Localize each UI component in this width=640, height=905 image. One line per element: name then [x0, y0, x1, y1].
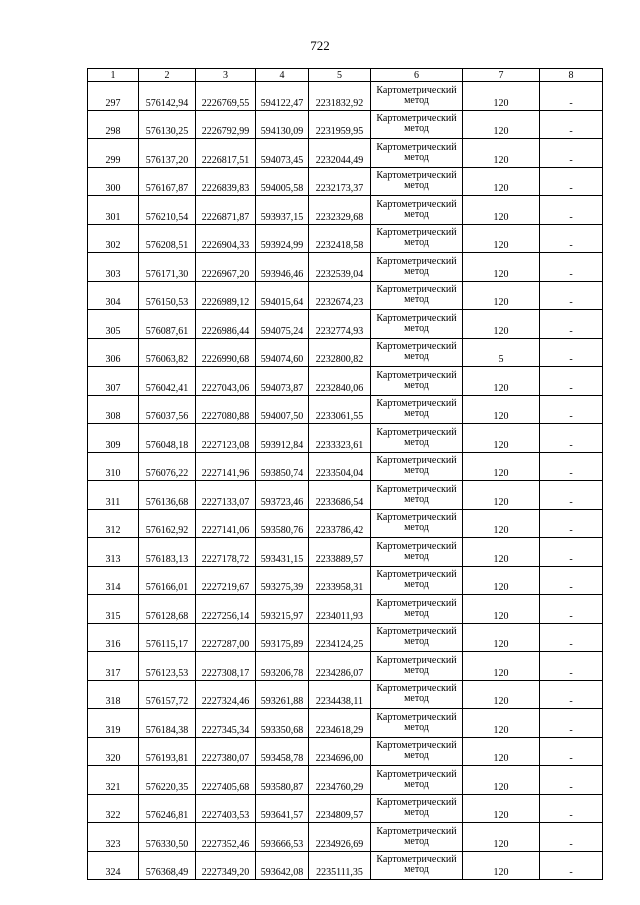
y2-coord-cell: 2233786,42	[309, 509, 371, 538]
x2-coord-cell: 593206,78	[256, 652, 309, 681]
x2-coord-cell: 593641,57	[256, 794, 309, 823]
x2-coord-cell: 594073,45	[256, 139, 309, 168]
column-header: 6	[371, 69, 463, 82]
method-cell: Картометрический метод	[371, 680, 463, 709]
y-coord-cell: 2226989,12	[196, 281, 256, 310]
y-coord-cell: 2226769,55	[196, 82, 256, 111]
accuracy-cell: 120	[463, 224, 540, 253]
point-number-cell: 324	[88, 851, 139, 880]
method-cell: Картометрический метод	[371, 395, 463, 424]
x-coord-cell: 576087,61	[139, 310, 196, 339]
method-cell: Картометрический метод	[371, 794, 463, 823]
table-row	[88, 680, 603, 709]
y-coord-cell: 2227123,08	[196, 424, 256, 453]
point-number-cell: 310	[88, 452, 139, 481]
accuracy-cell: 120	[463, 452, 540, 481]
point-number-cell: 323	[88, 823, 139, 852]
accuracy-cell: 120	[463, 737, 540, 766]
note-cell: -	[540, 509, 603, 538]
method-cell: Картометрический метод	[371, 338, 463, 367]
accuracy-cell: 120	[463, 139, 540, 168]
table-row	[88, 452, 603, 481]
note-cell: -	[540, 851, 603, 880]
note-cell: -	[540, 652, 603, 681]
method-cell: Картометрический метод	[371, 481, 463, 510]
accuracy-cell: 120	[463, 538, 540, 567]
method-cell: Картометрический метод	[371, 139, 463, 168]
y-coord-cell: 2227043,06	[196, 367, 256, 396]
x-coord-cell: 576210,54	[139, 196, 196, 225]
y2-coord-cell: 2233889,57	[309, 538, 371, 567]
y-coord-cell: 2227219,67	[196, 566, 256, 595]
note-cell: -	[540, 367, 603, 396]
x2-coord-cell: 594007,50	[256, 395, 309, 424]
point-number-cell: 317	[88, 652, 139, 681]
x2-coord-cell: 594075,24	[256, 310, 309, 339]
y-coord-cell: 2227080,88	[196, 395, 256, 424]
method-cell: Картометрический метод	[371, 110, 463, 139]
table-row	[88, 509, 603, 538]
method-cell: Картометрический метод	[371, 766, 463, 795]
y-coord-cell: 2227349,20	[196, 851, 256, 880]
accuracy-cell: 120	[463, 823, 540, 852]
point-number-cell: 305	[88, 310, 139, 339]
point-number-cell: 311	[88, 481, 139, 510]
table-row	[88, 139, 603, 168]
table-row	[88, 196, 603, 225]
method-cell: Картометрический метод	[371, 652, 463, 681]
point-number-cell: 306	[88, 338, 139, 367]
y-coord-cell: 2227133,07	[196, 481, 256, 510]
y-coord-cell: 2226967,20	[196, 253, 256, 282]
y-coord-cell: 2226986,44	[196, 310, 256, 339]
y2-coord-cell: 2234760,29	[309, 766, 371, 795]
point-number-cell: 303	[88, 253, 139, 282]
x-coord-cell: 576171,30	[139, 253, 196, 282]
table-row	[88, 709, 603, 738]
point-number-cell: 322	[88, 794, 139, 823]
note-cell: -	[540, 794, 603, 823]
x-coord-cell: 576142,94	[139, 82, 196, 111]
y-coord-cell: 2226839,83	[196, 167, 256, 196]
x2-coord-cell: 593275,39	[256, 566, 309, 595]
y-coord-cell: 2227352,46	[196, 823, 256, 852]
point-number-cell: 308	[88, 395, 139, 424]
method-cell: Картометрический метод	[371, 196, 463, 225]
x2-coord-cell: 594074,60	[256, 338, 309, 367]
point-number-cell: 316	[88, 623, 139, 652]
method-cell: Картометрический метод	[371, 823, 463, 852]
y-coord-cell: 2226871,87	[196, 196, 256, 225]
method-cell: Картометрический метод	[371, 224, 463, 253]
accuracy-cell: 120	[463, 424, 540, 453]
method-cell: Картометрический метод	[371, 452, 463, 481]
y2-coord-cell: 2233504,04	[309, 452, 371, 481]
y2-coord-cell: 2234696,00	[309, 737, 371, 766]
x-coord-cell: 576137,20	[139, 139, 196, 168]
x2-coord-cell: 594005,58	[256, 167, 309, 196]
y2-coord-cell: 2234618,29	[309, 709, 371, 738]
x2-coord-cell: 593215,97	[256, 595, 309, 624]
table-row	[88, 167, 603, 196]
x-coord-cell: 576130,25	[139, 110, 196, 139]
y2-coord-cell: 2234124,25	[309, 623, 371, 652]
method-cell: Картометрический метод	[371, 595, 463, 624]
table-row	[88, 566, 603, 595]
y2-coord-cell: 2232329,68	[309, 196, 371, 225]
y2-coord-cell: 2232539,04	[309, 253, 371, 282]
y2-coord-cell: 2234011,93	[309, 595, 371, 624]
x-coord-cell: 576246,81	[139, 794, 196, 823]
y-coord-cell: 2227256,14	[196, 595, 256, 624]
x-coord-cell: 576063,82	[139, 338, 196, 367]
point-number-cell: 313	[88, 538, 139, 567]
y2-coord-cell: 2231832,92	[309, 82, 371, 111]
method-cell: Картометрический метод	[371, 367, 463, 396]
method-cell: Картометрический метод	[371, 424, 463, 453]
x2-coord-cell: 594122,47	[256, 82, 309, 111]
method-cell: Картометрический метод	[371, 310, 463, 339]
x2-coord-cell: 593924,99	[256, 224, 309, 253]
y2-coord-cell: 2233061,55	[309, 395, 371, 424]
table-row	[88, 253, 603, 282]
point-number-cell: 307	[88, 367, 139, 396]
y-coord-cell: 2227141,06	[196, 509, 256, 538]
x-coord-cell: 576037,56	[139, 395, 196, 424]
table-row	[88, 623, 603, 652]
accuracy-cell: 120	[463, 281, 540, 310]
table-body	[88, 82, 603, 880]
x-coord-cell: 576048,18	[139, 424, 196, 453]
x-coord-cell: 576150,53	[139, 281, 196, 310]
method-cell: Картометрический метод	[371, 538, 463, 567]
point-number-cell: 297	[88, 82, 139, 111]
accuracy-cell: 120	[463, 794, 540, 823]
x-coord-cell: 576220,35	[139, 766, 196, 795]
y2-coord-cell: 2233323,61	[309, 424, 371, 453]
y-coord-cell: 2227405,68	[196, 766, 256, 795]
method-cell: Картометрический метод	[371, 709, 463, 738]
page-number: 722	[310, 38, 330, 53]
accuracy-cell: 120	[463, 652, 540, 681]
x2-coord-cell: 593912,84	[256, 424, 309, 453]
method-cell: Картометрический метод	[371, 281, 463, 310]
x2-coord-cell: 593175,89	[256, 623, 309, 652]
x2-coord-cell: 593431,15	[256, 538, 309, 567]
note-cell: -	[540, 481, 603, 510]
coordinates-table	[87, 68, 603, 880]
accuracy-cell: 120	[463, 167, 540, 196]
method-cell: Картометрический метод	[371, 167, 463, 196]
note-cell: -	[540, 167, 603, 196]
point-number-cell: 299	[88, 139, 139, 168]
table-row	[88, 794, 603, 823]
y-coord-cell: 2227287,00	[196, 623, 256, 652]
column-header: 8	[540, 69, 603, 82]
column-header: 1	[88, 69, 139, 82]
y2-coord-cell: 2231959,95	[309, 110, 371, 139]
accuracy-cell: 120	[463, 766, 540, 795]
x-coord-cell: 576128,68	[139, 595, 196, 624]
point-number-cell: 301	[88, 196, 139, 225]
note-cell: -	[540, 338, 603, 367]
x2-coord-cell: 593580,87	[256, 766, 309, 795]
note-cell: -	[540, 395, 603, 424]
x2-coord-cell: 593723,46	[256, 481, 309, 510]
note-cell: -	[540, 538, 603, 567]
note-cell: -	[540, 566, 603, 595]
point-number-cell: 319	[88, 709, 139, 738]
method-cell: Картометрический метод	[371, 82, 463, 111]
y2-coord-cell: 2234809,57	[309, 794, 371, 823]
note-cell: -	[540, 709, 603, 738]
x-coord-cell: 576166,01	[139, 566, 196, 595]
y-coord-cell: 2226990,68	[196, 338, 256, 367]
y-coord-cell: 2227324,46	[196, 680, 256, 709]
x-coord-cell: 576042,41	[139, 367, 196, 396]
y2-coord-cell: 2232173,37	[309, 167, 371, 196]
accuracy-cell: 120	[463, 709, 540, 738]
y-coord-cell: 2226904,33	[196, 224, 256, 253]
accuracy-cell: 120	[463, 680, 540, 709]
y2-coord-cell: 2232800,82	[309, 338, 371, 367]
x2-coord-cell: 594073,87	[256, 367, 309, 396]
note-cell: -	[540, 310, 603, 339]
y2-coord-cell: 2232840,06	[309, 367, 371, 396]
accuracy-cell: 120	[463, 595, 540, 624]
note-cell: -	[540, 452, 603, 481]
x2-coord-cell: 593261,88	[256, 680, 309, 709]
method-cell: Картометрический метод	[371, 509, 463, 538]
x-coord-cell: 576330,50	[139, 823, 196, 852]
x2-coord-cell: 593666,53	[256, 823, 309, 852]
x-coord-cell: 576162,92	[139, 509, 196, 538]
point-number-cell: 315	[88, 595, 139, 624]
table-row	[88, 652, 603, 681]
x-coord-cell: 576183,13	[139, 538, 196, 567]
accuracy-cell: 120	[463, 481, 540, 510]
y2-coord-cell: 2233686,54	[309, 481, 371, 510]
note-cell: -	[540, 110, 603, 139]
accuracy-cell: 120	[463, 253, 540, 282]
y-coord-cell: 2227345,34	[196, 709, 256, 738]
x2-coord-cell: 593642,08	[256, 851, 309, 880]
y2-coord-cell: 2232674,23	[309, 281, 371, 310]
point-number-cell: 298	[88, 110, 139, 139]
accuracy-cell: 120	[463, 623, 540, 652]
y-coord-cell: 2226817,51	[196, 139, 256, 168]
method-cell: Картометрический метод	[371, 623, 463, 652]
x-coord-cell: 576136,68	[139, 481, 196, 510]
note-cell: -	[540, 196, 603, 225]
point-number-cell: 318	[88, 680, 139, 709]
y-coord-cell: 2226792,99	[196, 110, 256, 139]
y-coord-cell: 2227308,17	[196, 652, 256, 681]
table-row	[88, 424, 603, 453]
y-coord-cell: 2227403,53	[196, 794, 256, 823]
x-coord-cell: 576208,51	[139, 224, 196, 253]
x2-coord-cell: 594130,09	[256, 110, 309, 139]
y2-coord-cell: 2234438,11	[309, 680, 371, 709]
point-number-cell: 309	[88, 424, 139, 453]
x2-coord-cell: 593580,76	[256, 509, 309, 538]
point-number-cell: 302	[88, 224, 139, 253]
table-row	[88, 538, 603, 567]
x-coord-cell: 576193,81	[139, 737, 196, 766]
accuracy-cell: 120	[463, 509, 540, 538]
y-coord-cell: 2227178,72	[196, 538, 256, 567]
method-cell: Картометрический метод	[371, 566, 463, 595]
y2-coord-cell: 2235111,35	[309, 851, 371, 880]
note-cell: -	[540, 823, 603, 852]
x-coord-cell: 576184,38	[139, 709, 196, 738]
table-row	[88, 737, 603, 766]
table-row	[88, 310, 603, 339]
note-cell: -	[540, 737, 603, 766]
method-cell: Картометрический метод	[371, 851, 463, 880]
table-row	[88, 367, 603, 396]
y-coord-cell: 2227141,96	[196, 452, 256, 481]
column-header: 4	[256, 69, 309, 82]
accuracy-cell: 120	[463, 110, 540, 139]
y2-coord-cell: 2232418,58	[309, 224, 371, 253]
table-row	[88, 110, 603, 139]
x-coord-cell: 576076,22	[139, 452, 196, 481]
table-row	[88, 338, 603, 367]
point-number-cell: 304	[88, 281, 139, 310]
column-header: 7	[463, 69, 540, 82]
point-number-cell: 320	[88, 737, 139, 766]
accuracy-cell: 120	[463, 367, 540, 396]
x-coord-cell: 576123,53	[139, 652, 196, 681]
x-coord-cell: 576157,72	[139, 680, 196, 709]
note-cell: -	[540, 595, 603, 624]
note-cell: -	[540, 82, 603, 111]
y2-coord-cell: 2232044,49	[309, 139, 371, 168]
column-header: 3	[196, 69, 256, 82]
x-coord-cell: 576115,17	[139, 623, 196, 652]
note-cell: -	[540, 424, 603, 453]
table-header-row	[88, 69, 603, 82]
table-row	[88, 851, 603, 880]
point-number-cell: 312	[88, 509, 139, 538]
column-header: 2	[139, 69, 196, 82]
note-cell: -	[540, 139, 603, 168]
y2-coord-cell: 2232774,93	[309, 310, 371, 339]
table-row	[88, 82, 603, 111]
table-row	[88, 224, 603, 253]
table-row	[88, 766, 603, 795]
accuracy-cell: 120	[463, 395, 540, 424]
table-row	[88, 281, 603, 310]
point-number-cell: 321	[88, 766, 139, 795]
y2-coord-cell: 2234926,69	[309, 823, 371, 852]
note-cell: -	[540, 623, 603, 652]
y2-coord-cell: 2234286,07	[309, 652, 371, 681]
accuracy-cell: 120	[463, 851, 540, 880]
method-cell: Картометрический метод	[371, 737, 463, 766]
point-number-cell: 314	[88, 566, 139, 595]
note-cell: -	[540, 224, 603, 253]
accuracy-cell: 120	[463, 196, 540, 225]
accuracy-cell: 120	[463, 566, 540, 595]
y-coord-cell: 2227380,07	[196, 737, 256, 766]
table-row	[88, 823, 603, 852]
x2-coord-cell: 594015,64	[256, 281, 309, 310]
accuracy-cell: 5	[463, 338, 540, 367]
x2-coord-cell: 593937,15	[256, 196, 309, 225]
note-cell: -	[540, 281, 603, 310]
x2-coord-cell: 593350,68	[256, 709, 309, 738]
note-cell: -	[540, 253, 603, 282]
x-coord-cell: 576167,87	[139, 167, 196, 196]
table-row	[88, 595, 603, 624]
method-cell: Картометрический метод	[371, 253, 463, 282]
point-number-cell: 300	[88, 167, 139, 196]
x2-coord-cell: 593458,78	[256, 737, 309, 766]
x2-coord-cell: 593946,46	[256, 253, 309, 282]
table-row	[88, 395, 603, 424]
table-row	[88, 481, 603, 510]
x-coord-cell: 576368,49	[139, 851, 196, 880]
note-cell: -	[540, 766, 603, 795]
accuracy-cell: 120	[463, 82, 540, 111]
y2-coord-cell: 2233958,31	[309, 566, 371, 595]
x2-coord-cell: 593850,74	[256, 452, 309, 481]
note-cell: -	[540, 680, 603, 709]
accuracy-cell: 120	[463, 310, 540, 339]
column-header: 5	[309, 69, 371, 82]
